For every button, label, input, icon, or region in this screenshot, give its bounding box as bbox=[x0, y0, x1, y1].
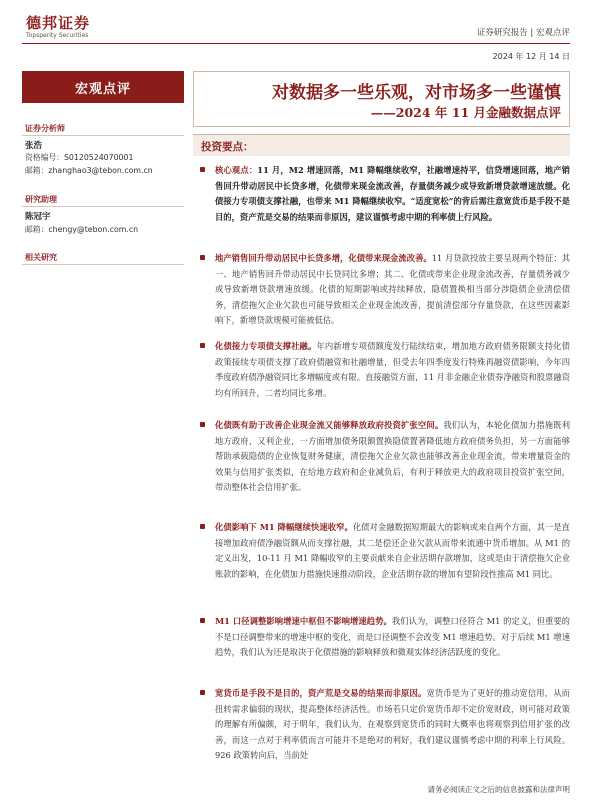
contact-section-rule bbox=[22, 206, 184, 207]
key-point-body: 11 月贷款投放主要呈现两个特征：其一、地产销售回升带动居民中长贷同比多增；其二、化债或带来企业现金流改善，存量债务减少或导致新增贷款增速放缓。化债的短期影响或持续释放，隐债置换相当部分涉隐债企业清偿债务，清偿拖欠企业欠款也可能导致相关企业现金流改善，提前清偿部分存量贷款，在这些因素影响下，新增贷款规模可能被低估。 bbox=[215, 253, 570, 326]
bullet-icon bbox=[200, 167, 205, 172]
report-subtitle: ——2024 年 11 月金融数据点评 bbox=[370, 105, 561, 120]
key-point-body: 宽货币是为了更好的推动宽信用，从而扭转需求偏弱的现状，提高整体经济活性。市场若只定价宽货币却不定价宽财政，则可能对政策的理解有所偏颇，对于明年，我们认为，在观察到宽货币的同时大概率也将观察到信用扩张的改善，而这一点对于利率债而言可能并不是绝对的利好，我们建议谨慎考虑中期的利率上行风险。926 政策转向后，当前处 bbox=[215, 688, 570, 761]
bullet-icon bbox=[200, 690, 205, 695]
key-points-header bbox=[193, 134, 570, 156]
key-point-body: 年内新增专项债额度发行陆续结束，增加地方政府债务限额支持化债政策接续专项债支撑了政府债融资和社融增量，但受去年四季度发行特殊再融资债影响，今年四季度政府债净融资同比多增幅度或有限。直接融资方面，11 月非金融企业债券净融资和股票融资均有所回升，二者均同比多增。 bbox=[215, 341, 570, 398]
bullet-icon bbox=[200, 524, 205, 529]
company-logo bbox=[22, 13, 91, 41]
key-point-lead: 宽货币是手段不是目的，资产荒是交易的结果而非原因。 bbox=[215, 688, 427, 698]
key-point-lead: 核心观点： bbox=[215, 165, 258, 175]
key-point-lead: 化债既有助于改善企业现金流又能够释放政府投资扩张空间。 bbox=[215, 420, 444, 430]
analyst-name: 张浩 bbox=[25, 141, 43, 151]
key-point-body: 化债对金融数据短期最大的影响或来自两个方面，其一是直接增加政府债净融资额从而支撑社融，其二是偿还企业欠款从而带来流通中货币增加。从 M1 的定义出发，10-11 月 M1 降幅收窄的主要贡献来自企业活期存款增加，这或是由于清偿拖欠企业账款的影响，在化债加力措施快速推动阶段，企业活期存款的增加有望阶段性推高 M1 同比。 bbox=[215, 522, 570, 579]
key-point-lead: 地产销售回升带动居民中长贷多增，化债带来现金流改善。 bbox=[215, 253, 432, 263]
sidebar-banner: 宏观点评 bbox=[22, 71, 184, 103]
report-date: 2024 年 12 月 14 日 bbox=[492, 52, 570, 61]
report-type: 证券研究报告 | 宏观点评 bbox=[476, 28, 570, 38]
header-divider bbox=[22, 43, 570, 44]
title-box bbox=[193, 71, 570, 127]
key-point-lead: 化债影响下 M1 降幅继续快速收窄。 bbox=[215, 522, 353, 532]
key-point-body: 我们认为，本轮化债加力措施既利地方政府，又利企业，一方面增加债务限额置换隐债置著降低地方政府债务负担，另一方面能够帮助承载隐债的企业恢复财务健康，清偿拖欠企业欠款也能够改善企业现金流，带来增量资金的效果与信用扩张类似，在给地方政府和企业减负后，有利于释放更大的政府项目投资扩张空间，带动整体社会信用扩张。 bbox=[215, 420, 570, 493]
bullet-icon bbox=[200, 422, 205, 427]
company-name-en: Topsperity Securities bbox=[26, 31, 89, 39]
analyst-email[interactable]: 邮箱：zhanghao3@tebon.com.cn bbox=[25, 166, 153, 175]
company-name-cn: 德邦证券 bbox=[26, 13, 91, 32]
key-points-heading: 投资要点： bbox=[201, 141, 254, 153]
footer-notice: 请务必阅读正文之后的信息披露和法律声明 bbox=[427, 785, 570, 794]
related-section-rule bbox=[22, 264, 184, 265]
bullet-icon bbox=[200, 618, 205, 623]
analyst-cert: 资格编号：S0120524070001 bbox=[25, 153, 134, 162]
analyst-section-rule bbox=[22, 135, 184, 136]
contact-email[interactable]: 邮箱：chengy@tebon.com.cn bbox=[25, 225, 139, 234]
bullet-icon bbox=[200, 343, 205, 348]
contact-name: 陈冠宇 bbox=[25, 212, 51, 222]
key-point-lead: M1 口径调整影响增速中枢但不影响增速趋势。 bbox=[215, 616, 392, 626]
bullet-icon bbox=[200, 255, 205, 260]
key-point-body: 11 月，M2 增速回落，M1 降幅继续收窄，社融增速持平，信贷增速回落，地产销售回升带动居民中长贷多增，化债带来现金流改善，存量债务减少或导致新增贷款增速放缓。化债接力专项债支撑社融，也带来 M1 降幅继续收窄。“适度宽松”的背后需注意宽货币是手段不是目的，资产荒是交易的结果而非原因，建议谨慎考虑中期的利率债上行风险。 bbox=[215, 165, 570, 222]
analyst-section-label: 证券分析师 bbox=[25, 124, 65, 133]
contact-section-label: 研究助理 bbox=[25, 195, 57, 204]
key-point-body: 我们认为，调整口径符合 M1 的定义，但重要的不是口径调整带来的增速中枢的变化，而是口径调整不会改变 M1 增速趋势。对于后续 M1 增速趋势，我们认为还是取决于化债措施的影响释放和微观实体经济活跃度的变化。 bbox=[215, 616, 570, 658]
report-title: 对数据多一些乐观，对市场多一些谨慎 bbox=[272, 83, 561, 103]
key-point-lead: 化债接力专项债支撑社融。 bbox=[215, 341, 317, 351]
related-section-label: 相关研究 bbox=[25, 253, 57, 262]
